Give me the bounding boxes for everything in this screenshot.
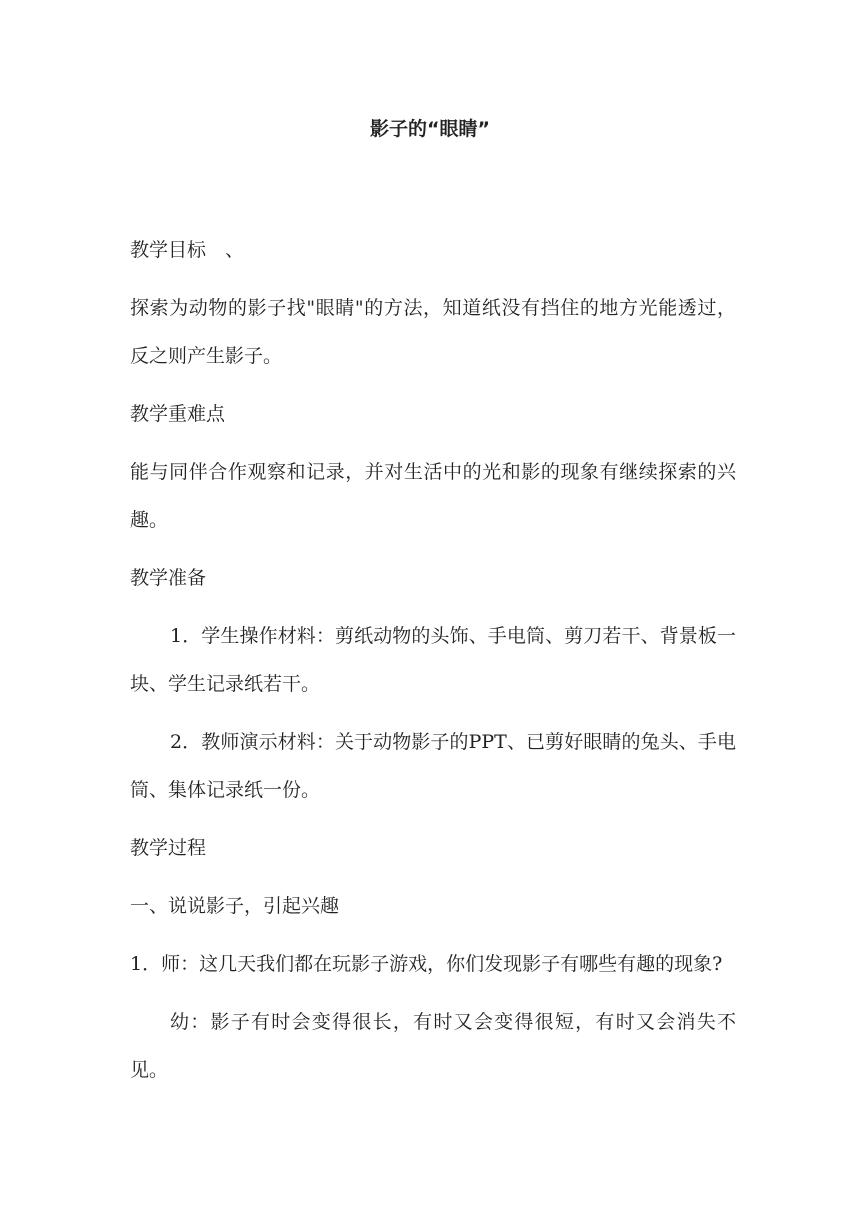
paragraph-student-materials: 1．学生操作材料：剪纸动物的头饰、手电筒、剪刀若干、背景板一块、学生记录纸若干。 [130, 625, 736, 695]
paragraph-preparation-heading: 教学准备 [130, 567, 207, 589]
paragraph-section-one-heading: 一、说说影子，引起兴趣 [130, 895, 340, 917]
paragraph-process-heading: 教学过程 [130, 837, 207, 859]
paragraph-child-answer: 幼：影子有时会变得很长，有时又会变得很短，有时又会消失不见。 [130, 1011, 736, 1081]
paragraph-teacher-materials: 2．教师演示材料：关于动物影子的PPT、已剪好眼睛的兔头、手电筒、集体记录纸一份。 [130, 731, 736, 801]
document-body [130, 226, 736, 1104]
paragraph-key-points-text: 能与同伴合作观察和记录，并对生活中的光和影的现象有继续探索的兴趣。 [130, 461, 736, 531]
paragraph-teacher-question: 1．师：这几天我们都在玩影子游戏，你们发现影子有哪些有趣的现象? [130, 953, 723, 975]
document-title: 影子的“眼睛” [370, 118, 490, 140]
paragraph-objective-heading: 教学目标 、 [130, 239, 245, 261]
paragraph-key-points-heading: 教学重难点 [130, 403, 226, 425]
paragraph-objective-text: 探索为动物的影子找"眼睛"的方法，知道纸没有挡住的地方光能透过，反之则产生影子。 [130, 297, 736, 367]
